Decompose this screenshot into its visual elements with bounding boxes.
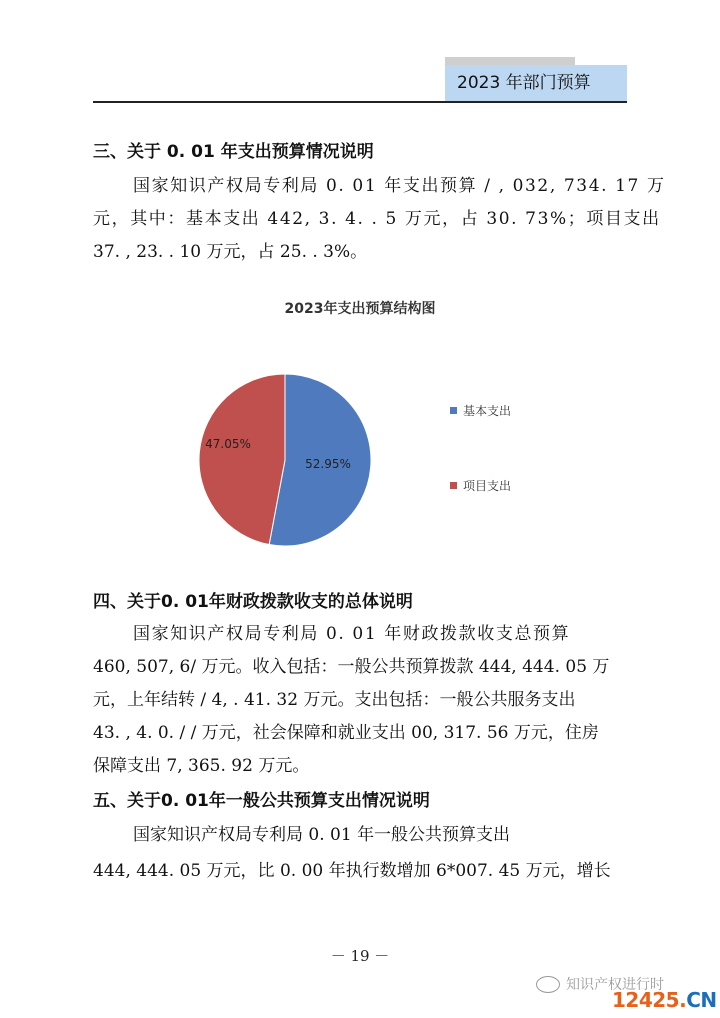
legend-label-basic: 基本支出 [463,403,512,418]
page-number: － 19 － [330,947,390,965]
section-4-line-1: 国家知识产权局专利局 0. 01 年财政拨款收支总预算 [133,624,571,644]
watermark-text: 知识产权进行时 [566,977,664,993]
legend-item-project [450,477,511,493]
pie-chart [195,370,375,550]
pie-label-project: 47.05% [205,437,251,451]
page-header-title: 2023 年部门预算 [445,65,627,101]
legend-swatch-project [450,482,457,489]
section-5-line-2: 444, 444. 05 万元，比 0. 00 年执行数增加 6*007. 45 万元，增长 [93,861,611,881]
pie-label-basic: 52.95% [305,457,351,471]
section-3-line-2: 元，其中：基本支出 442, 3. 4. . 5 万元，占 30. 73%；项目支出 [93,209,661,229]
wechat-icon [536,976,560,993]
site-logo-main: 12425 [612,988,680,1012]
legend-swatch-basic [450,407,457,414]
site-logo-tld: CN [686,988,717,1012]
section-5-heading: 五、关于0. 01年一般公共预算支出情况说明 [93,791,430,811]
site-logo-dot: . [679,988,687,1012]
section-4-line-2: 460, 507, 6/ 万元。收入包括：一般公共预算拨款 444, 444. 05 万 [93,657,610,677]
section-5-line-1: 国家知识产权局专利局 0. 01 年一般公共预算支出 [133,825,511,845]
section-4-heading: 四、关于0. 01年财政拨款收支的总体说明 [93,592,413,612]
section-3-line-3: 37. , 23. . 10 万元，占 25. . 3%。 [93,242,368,262]
section-4-line-5: 保障支出 7, 365. 92 万元。 [93,756,310,776]
legend-label-project: 项目支出 [463,478,512,493]
header-divider [93,101,627,103]
legend-item-basic [450,402,511,418]
site-logo [612,988,717,1012]
chart-title: 2023年支出预算结构图 [284,301,436,317]
section-3-heading: 三、关于 0. 01 年支出预算情况说明 [93,142,374,162]
pie-slice-project [199,374,285,545]
section-3-line-1: 国家知识产权局专利局 0. 01 年支出预算 / , 032, 734. 17 万 [133,176,666,196]
section-4-line-3: 元，上年结转 / 4, . 41. 32 万元。支出包括：一般公共服务支出 [93,690,576,710]
section-4-line-4: 43. , 4. 0. / / 万元，社会保障和就业支出 00, 317. 56 万元，住房 [93,723,599,743]
